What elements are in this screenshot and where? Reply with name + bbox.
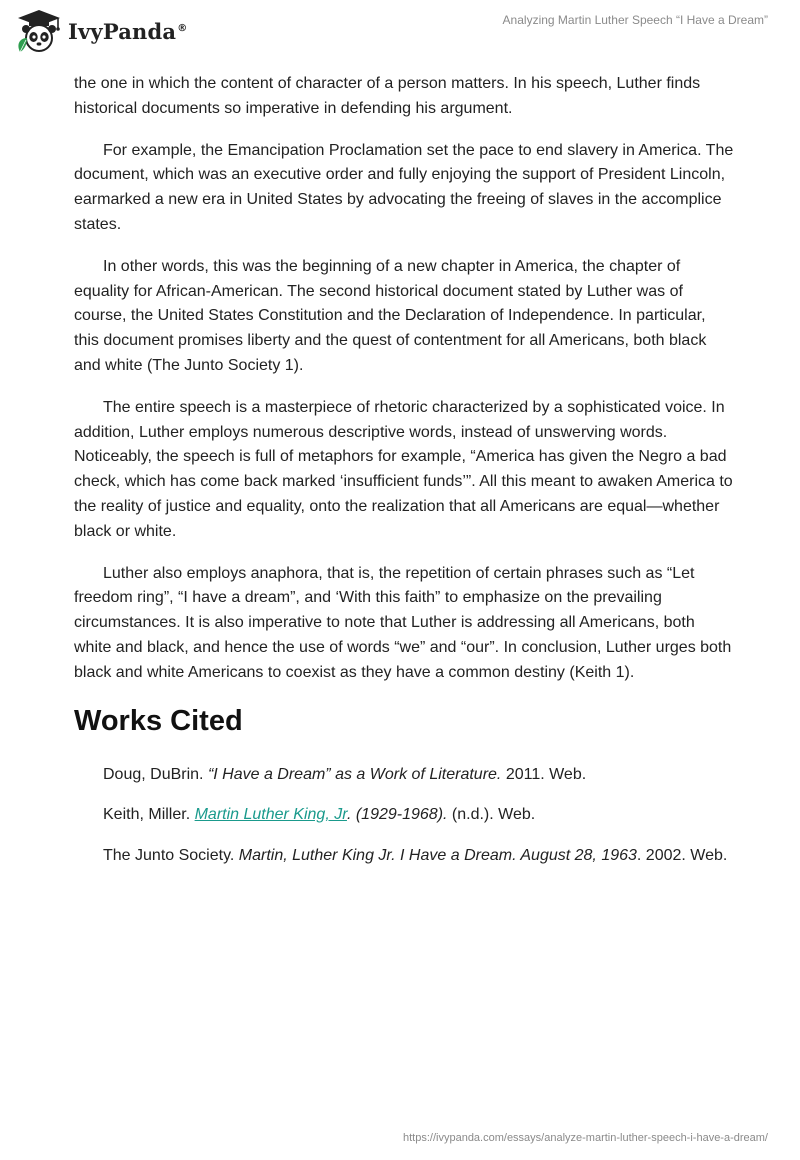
document-title: Analyzing Martin Luther Speech “I Have a Dream” [502, 13, 768, 27]
page-header [0, 0, 800, 70]
source-url[interactable]: https://ivypanda.com/essays/analyze-martin-luther-speech-i-have-a-dream/ [403, 1132, 768, 1144]
paragraph-anaphora: Luther also employs anaphora, that is, the repetition of certain phrases such as “Let freedom ring”, “I have a dream”, and ‘With this faith” to emphasize on the prevailing circumstances. It is also imperative to note that Luther is addressing all Americans, both white and black, and hence the use of words “we” and “our”. In conclusion, Luther urges both black and white Americans to coexist as they have a common destiny (Keith 1). [74, 564, 732, 681]
citation-title: Martin, Luther King Jr. I Have a Dream. August 28, 1963 [238, 847, 637, 865]
ivypanda-logo[interactable] [14, 8, 187, 54]
citation-title: . (1929-1968). [346, 806, 448, 824]
citation-author: Doug, DuBrin. [103, 765, 208, 783]
paragraph-continuation: the one in which the content of character of a person matters. In his speech, Luther finds historical documents so imperative in defending his argument. [74, 75, 701, 117]
works-cited-heading: Works Cited [74, 704, 243, 737]
citation-link-mlk[interactable]: Martin Luther King, Jr [194, 806, 347, 824]
paragraph-new-chapter: In other words, this was the beginning of a new chapter in America, the chapter of equality for African-American. The second historical document stated by Luther was of course, the United States Constitution and the Declaration of Independence. In particular, this document promises liberty and the quest of contentment for all Americans, both black and white (The Junto Society 1). [74, 257, 707, 374]
brand-name: IvyPanda® [68, 18, 188, 44]
citation-details: (n.d.). Web. [447, 806, 536, 824]
essay-content [74, 72, 734, 885]
citation-details: . 2002. Web. [636, 847, 728, 865]
citation-dubrin [74, 763, 734, 788]
paragraph-rhetoric: The entire speech is a masterpiece of rhetoric characterized by a sophisticated voice. In addition, Luther employs numerous descriptive words, instead of unswerving words. Noticeably, the speech is full of metaphors for example, “America has given the Negro a bad check, which has come back marked ‘insufficient funds’”. All this meant to awaken America to the reality of justice and equality, onto the realization that all Americans are equal—whether black or white. [74, 398, 733, 540]
paragraph-emancipation: For example, the Emancipation Proclamation set the pace to end slavery in America. The document, which was an executive order and fully enjoying the support of President Lincoln, earmarked a new era in United States by advocating the freeing of slaves in the accomplice states. [74, 141, 734, 233]
panda-graduate-icon [14, 8, 64, 54]
citation-author: The Junto Society. [103, 847, 239, 865]
citation-author: Keith, Miller. [103, 806, 195, 824]
registered-mark: ® [177, 22, 188, 34]
citation-junto [74, 844, 734, 869]
citation-title: “I Have a Dream” as a Work of Literature. [207, 765, 502, 783]
citation-details: 2011. Web. [501, 765, 587, 783]
citation-keith [74, 803, 734, 828]
